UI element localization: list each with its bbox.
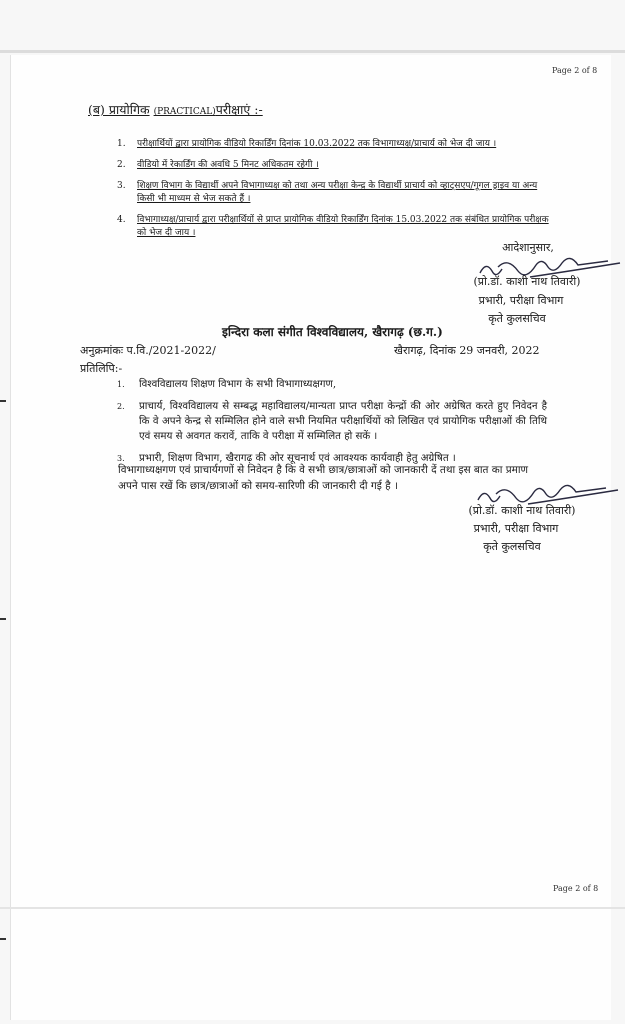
list-item bbox=[117, 138, 557, 151]
section-heading-english: (PRACTICAL) bbox=[153, 107, 216, 117]
item-number: 1. bbox=[117, 139, 126, 149]
item-number: 2. bbox=[117, 160, 126, 170]
item-text: शिक्षण विभाग के विद्यार्थी अपने विभागाध्यक्ष को तथा अन्य परीक्षा केन्द्र के विद्यार्थी प्राचार्य को व्हाट्सएप/गूगल ड्राइव या अन्य किसी भी माध्यम से भेज सकते हैं । bbox=[137, 181, 538, 204]
item-text: परीक्षार्थियों द्वारा प्रायोगिक वीडियो रिकार्डिंग दिनांक 10.03.2022 तक विभागाध्यक्ष/प्राचार्य को भेज दी जाय । bbox=[137, 139, 497, 149]
punch-mark bbox=[0, 938, 6, 940]
signatory-on-behalf: कृते कुलसचिव bbox=[483, 540, 541, 553]
item-text: वीडियो में रेकार्डिंग की अवधि 5 मिनट अधिकतम रहेगी । bbox=[137, 160, 319, 170]
page-number-bottom: Page 2 of 8 bbox=[553, 884, 599, 893]
item-number: 2. bbox=[117, 402, 125, 411]
item-number: 3. bbox=[117, 454, 125, 463]
item-text: विभागाध्यक्ष/प्राचार्य द्वारा परीक्षार्थियों से प्राप्त प्रायोगिक वीडियो रिकार्डिंग दिनांक 15.03.2022 तक संबंधित प्रायोगिक परीक्षक को भेज दी जाय । bbox=[137, 215, 549, 238]
order-line: आदेशानुसार, bbox=[502, 241, 554, 254]
university-name: इन्दिरा कला संगीत विश्वविद्यालय, खैरागढ़ (छ.ग.) bbox=[222, 325, 443, 339]
section-heading-prefix: (ब) प्रायोगिक bbox=[88, 102, 150, 117]
item-number: 4. bbox=[117, 215, 126, 225]
item-number: 3. bbox=[117, 181, 126, 191]
copy-to-label: प्रतिलिपि:- bbox=[80, 362, 123, 375]
item-number: 1. bbox=[117, 380, 125, 389]
item-text: प्रभारी, शिक्षण विभाग, खैरागढ़ की ओर सूचनार्थ एवं आवश्यक कार्यवाही हेतु अग्रेषित । bbox=[139, 453, 456, 464]
copy-to-list bbox=[117, 377, 547, 473]
list-item bbox=[117, 159, 557, 172]
paper-edge-top bbox=[0, 50, 625, 53]
signatory-name: (प्रो.डॉ. काशी नाथ तिवारी) bbox=[473, 275, 581, 288]
reference-number: अनुक्रमांकः प.वि./2021-2022/ bbox=[80, 344, 216, 357]
list-item bbox=[117, 377, 547, 392]
item-text: प्राचार्य, विश्वविद्यालय से सम्बद्ध महाविद्यालय/मान्यता प्राप्त परीक्षा केन्द्रों की ओर अग्रेषित करते हुए निवेदन है कि वे अपने केन्द्र से सम्मिलित होने वाले सभी नियमित परीक्षार्थियों को लिखित एवं प्रायोगिक परीक्षाओं की तिथि एवं समय से अवगत करावें, ताकि वे परीक्षा में सम्मिलित हो सकें । bbox=[139, 401, 547, 442]
signatory-designation: प्रभारी, परीक्षा विभाग bbox=[478, 294, 564, 307]
list-item bbox=[117, 214, 557, 240]
item-text: विश्वविद्यालय शिक्षण विभाग के सभी विभागाध्यक्षगण, bbox=[139, 379, 337, 390]
paper-edge-lower bbox=[0, 907, 625, 909]
list-item bbox=[117, 180, 557, 206]
section-heading-suffix: परीक्षाएं :- bbox=[215, 102, 263, 117]
signatory-designation: प्रभारी, परीक्षा विभाग bbox=[473, 522, 559, 535]
section-heading bbox=[88, 101, 263, 118]
closing-note: विभागाध्यक्षगण एवं प्राचार्यगणों से निवेदन है कि वे सभी छात्र/छात्राओं को जानकारी दें तथा इस बात का प्रमाण अपने पास रखें कि छात्र/छात्राओं को समय-सारिणी की जानकारी दी गई है । bbox=[118, 464, 529, 492]
signatory-name: (प्रो.डॉ. काशी नाथ तिवारी) bbox=[468, 504, 576, 517]
reference-date: खैरागढ़, दिनांक 29 जनवरी, 2022 bbox=[394, 344, 540, 357]
practical-instructions-list bbox=[117, 138, 557, 248]
signatory-on-behalf: कृते कुलसचिव bbox=[488, 312, 546, 325]
page-number-top: Page 2 of 8 bbox=[552, 66, 598, 75]
punch-mark bbox=[0, 618, 6, 620]
punch-mark bbox=[0, 400, 6, 402]
list-item bbox=[117, 399, 547, 444]
